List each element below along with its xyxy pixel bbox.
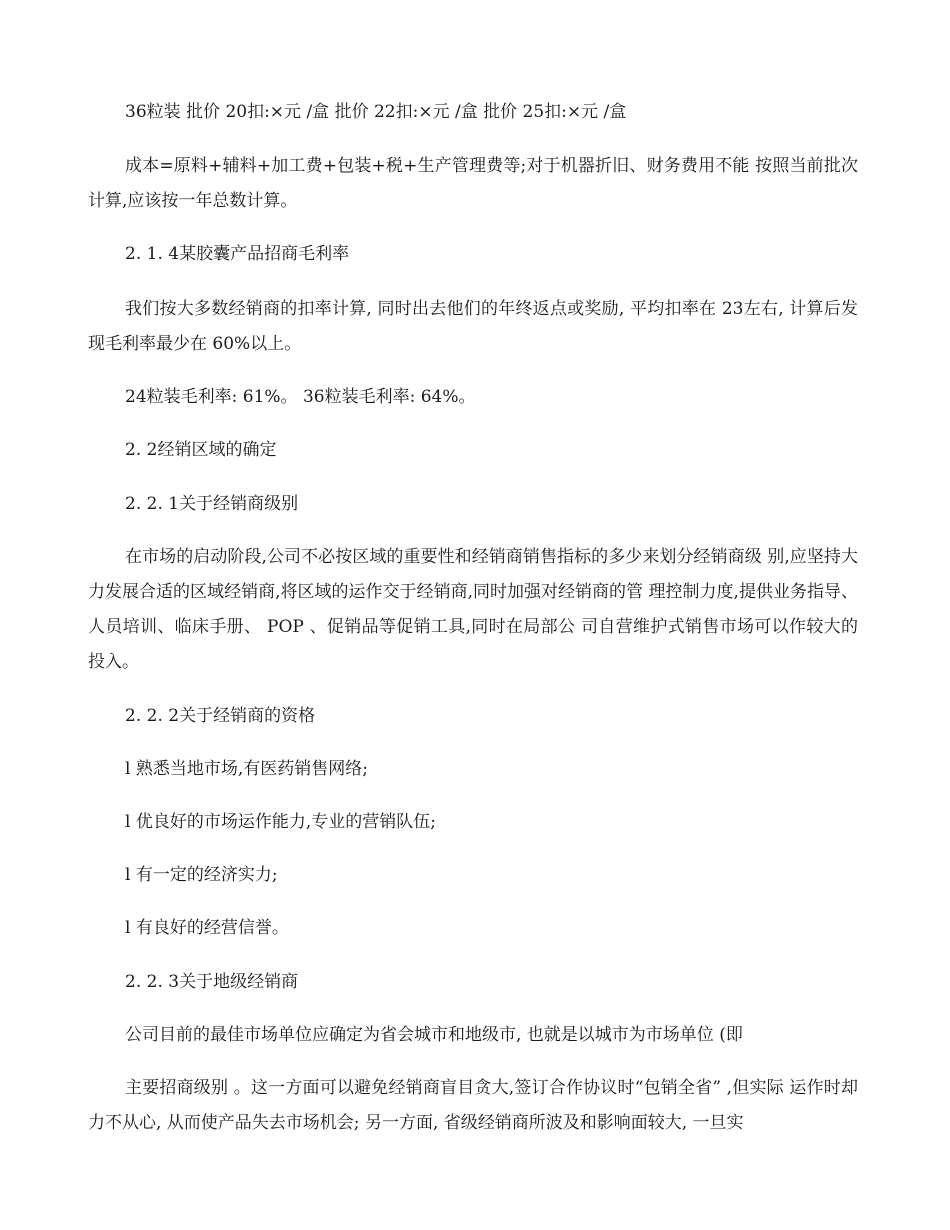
recruitment-level-paragraph: 主要招商级别 。这一方面可以避免经销商盲目贪大,签订合作协议时“包销全省” ,但实际 运作时却力不从心, 从而使产品失去市场机会; 另一方面, 省级经销商所波及和影响面较大, 一旦实 (88, 1078, 858, 1133)
section-heading-2-2-3: 2. 2. 3关于地级经销商 (125, 972, 299, 992)
section-heading-2-1-4: 2. 1. 4某胶囊产品招商毛利率 (125, 244, 350, 264)
price-line: 36粒装 批价 20扣:×元 /盒 批价 22扣:×元 /盒 批价 25扣:×元 /盒 (125, 102, 627, 122)
margin-figures-line: 24粒装毛利率: 61%。 36粒装毛利率: 64%。 (125, 387, 476, 407)
qualification-item-1: l 熟悉当地市场,有医药销售网络; (125, 759, 368, 779)
qualification-item-4: l 有良好的经营信誉。 (125, 918, 289, 938)
city-market-paragraph: 公司目前的最佳市场单位应确定为省会城市和地级市, 也就是以城市为市场单位 (即 (125, 1025, 743, 1045)
section-heading-2-2-2: 2. 2. 2关于经销商的资格 (125, 706, 316, 726)
dealer-level-paragraph: 在市场的启动阶段,公司不必按区域的重要性和经销商销售指标的多少来划分经销商级 别,应坚持大力发展合适的区域经销商,将区域的运作交于经销商,同时加强对经销商的管 理控制力度,提供业务指导、人员培训、临床手册、 POP 、促销品等促销工具,同时在局部公 司自营维护式销售市场可以作较大的投入。 (88, 547, 858, 672)
qualification-item-2: l 优良好的市场运作能力,专业的营销队伍; (125, 812, 436, 832)
qualification-item-3: l 有一定的经济实力; (125, 865, 278, 885)
margin-paragraph: 我们按大多数经销商的扣率计算, 同时出去他们的年终返点或奖励, 平均扣率在 23左右, 计算后发现毛利率最少在 60%以上。 (88, 299, 858, 354)
section-heading-2-2: 2. 2经销区域的确定 (125, 440, 277, 460)
cost-paragraph: 成本=原料+辅料+加工费+包装+税+生产管理费等;对于机器折旧、财务费用不能 按照当前批次计算,应该按一年总数计算。 (88, 156, 858, 211)
section-heading-2-2-1: 2. 2. 1关于经销商级别 (125, 494, 299, 514)
